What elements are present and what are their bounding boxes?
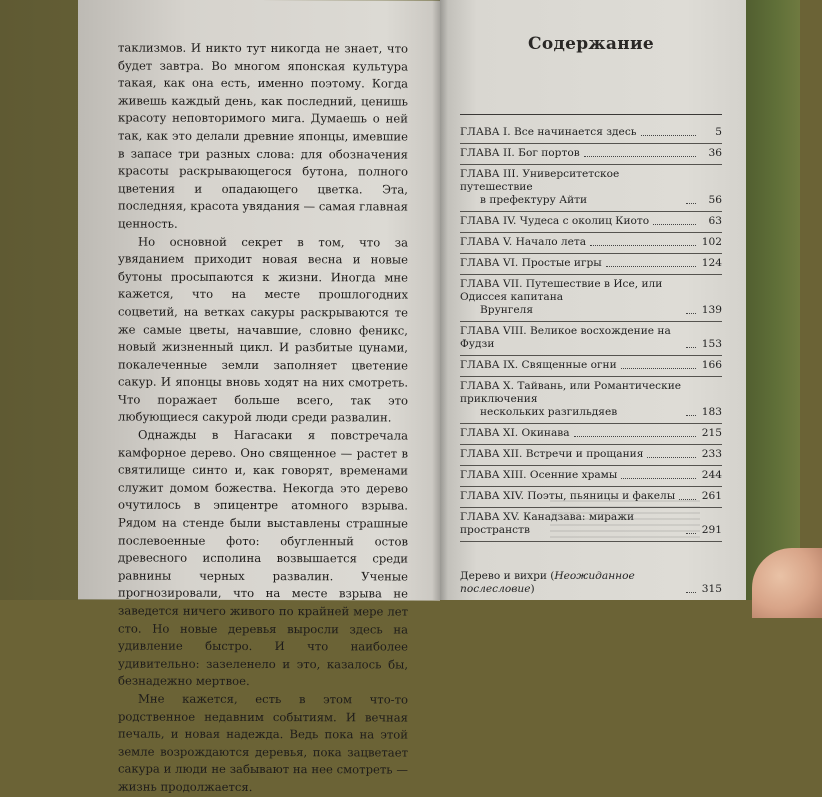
toc-page-number: 63 — [708, 215, 722, 227]
toc-item-label: ГЛАВА II. Бог портов — [460, 147, 580, 159]
paragraph: Мне кажется, есть в этом что-то родственное недавним событиям. И вечная печаль, и новая надежда. Ведь пока на этой земле возрождаются деревья, пока зацветает сакура и люди не забывают на нее смотреть — жизнь продолжается. — [118, 691, 408, 794]
book-cover-edge — [738, 0, 800, 600]
toc-leader-dots — [584, 156, 696, 157]
toc-afterword[interactable] — [460, 570, 722, 596]
toc-item[interactable] — [460, 424, 722, 445]
toc-top-rule — [460, 114, 722, 115]
toc-item-label: ГЛАВА XIV. Поэты, пьяницы и факелы — [460, 490, 676, 502]
toc-leader-dots — [686, 415, 696, 416]
toc-item-label: ГЛАВА IV. Чудеса с околиц Киото — [460, 215, 650, 227]
toc-item[interactable] — [460, 322, 722, 356]
paragraph: таклизмов. И никто тут никогда не знает, что будет завтра. Во многом японская культура такая, как она есть, именно поэтому. Когда живешь каждый день, как последний, ценишь красоту неповторимого мига. Думаешь о ней так, как это делали древние японцы, имевшие в запасе три разных слова: для обозначения красоты раскрывающегося бутона, полного цветения и опадающего цветка. Эта, последняя, красота увядания — самая главная ценность. — [118, 40, 408, 231]
toc-page-number: 215 — [701, 427, 722, 439]
toc-item[interactable] — [460, 212, 722, 233]
toc-item-label: ГЛАВА XI. Окинава — [460, 427, 570, 439]
toc-leader-dots — [590, 245, 696, 246]
toc-item-label: ГЛАВА XIII. Осенние храмы — [460, 469, 618, 481]
toc-leader-dots — [686, 203, 696, 204]
toc-item-label: ГЛАВА X. Тайвань, или Романтические приключения нескольких разгильдяев — [460, 380, 682, 418]
toc-item-label: ГЛАВА XV. Канадзава: миражи пространств — [460, 511, 635, 536]
toc-page-number: 315 — [701, 583, 722, 595]
toc-leader-dots — [686, 592, 696, 593]
toc-item[interactable] — [460, 275, 722, 322]
toc-leader-dots — [647, 457, 696, 458]
toc-item[interactable] — [460, 466, 722, 487]
toc-item-label: ГЛАВА III. Университетское путешествие в префектуру Айти — [460, 168, 620, 206]
toc-item[interactable] — [460, 445, 722, 466]
toc-leader-dots — [641, 135, 696, 136]
toc-item-label: ГЛАВА VII. Путешествие в Исе, или Одиссея капитана Врунгеля — [460, 278, 663, 316]
toc-leader-dots — [686, 313, 696, 314]
toc-item[interactable] — [460, 144, 722, 165]
toc-item[interactable] — [460, 377, 722, 424]
toc-item-label: ГЛАВА I. Все начинается здесь — [460, 126, 637, 138]
toc-page-number: 233 — [701, 448, 722, 460]
toc-page-number: 139 — [701, 304, 722, 316]
toc-page-number: 153 — [701, 338, 722, 350]
toc-page-number: 261 — [701, 490, 722, 502]
toc-page-number: 5 — [715, 126, 722, 138]
paragraph: Но основной секрет в том, что за увяданием приходит новая весна и новые бутоны просыпаются к жизни. Иногда мне кажется, что на месте прошлогодних соцветий, на ветках сакуры раскрываются те же самые цветы, начавшие, словно феникс, новый жизненный цикл. И разбитые цунами, покалеченные земли заполняет цветение сакур. И японцы вновь ходят на них смотреть. Что поражает больше всего, так это любующиеся сакурой люди среди развалин. — [118, 234, 408, 425]
right-page — [440, 0, 746, 600]
toc-page-number: 166 — [701, 359, 722, 371]
toc-item-label: ГЛАВА IX. Священные огни — [460, 359, 617, 371]
toc-item-label: ГЛАВА VI. Простые игры — [460, 257, 602, 269]
paragraph: Однажды в Нагасаки я повстречала камфорное дерево. Оно священное — растет в святилище синто и, как говорят, временами служит домом божества. Некогда это дерево очутилось в эпицентре атомного взрыва. Рядом на стенде были выставлены страшные послевоенные фото: обугленный остов древесного исполина возвышается среди равнины черных развалин. Ученые прогнозировали, что на месте взрыва не заведется ничего живого по крайней мере лет сто. Но новые деревья выросли здесь на удивление быстро. И что наиболее удивительно: зазеленело и это, казалось бы, безнадежно мертвое. — [118, 427, 408, 689]
toc-leader-dots — [653, 224, 696, 225]
toc-page-number: 56 — [708, 194, 722, 206]
show-through-text — [550, 500, 700, 540]
toc-item-label: ГЛАВА VIII. Великое восхождение на Фудзи — [460, 325, 671, 350]
toc-item[interactable] — [460, 233, 722, 254]
toc-leader-dots — [621, 368, 696, 369]
toc-page-number: 291 — [701, 524, 722, 536]
toc-item[interactable] — [460, 165, 722, 212]
toc-afterword-label: Дерево и вихри (Неожиданное послесловие) — [460, 570, 635, 595]
toc-item[interactable] — [460, 254, 722, 275]
toc-page-number: 244 — [701, 469, 722, 481]
toc-item[interactable] — [460, 356, 722, 377]
toc-item[interactable] — [460, 123, 722, 144]
toc-page-number: 183 — [701, 406, 722, 418]
toc-leader-dots — [574, 436, 696, 437]
toc-page-number: 124 — [701, 257, 722, 269]
toc-page-number: 102 — [701, 236, 722, 248]
toc-list — [460, 123, 722, 542]
toc-item-label: ГЛАВА XII. Встречи и прощания — [460, 448, 644, 460]
toc-title: Содержание — [528, 34, 654, 54]
left-page — [78, 0, 440, 794]
toc-page-number: 36 — [708, 147, 722, 159]
toc-leader-dots — [606, 266, 696, 267]
toc-item-label: ГЛАВА V. Начало лета — [460, 236, 587, 248]
toc-leader-dots — [686, 347, 696, 348]
toc-leader-dots — [621, 478, 696, 479]
left-page-text — [118, 40, 408, 797]
